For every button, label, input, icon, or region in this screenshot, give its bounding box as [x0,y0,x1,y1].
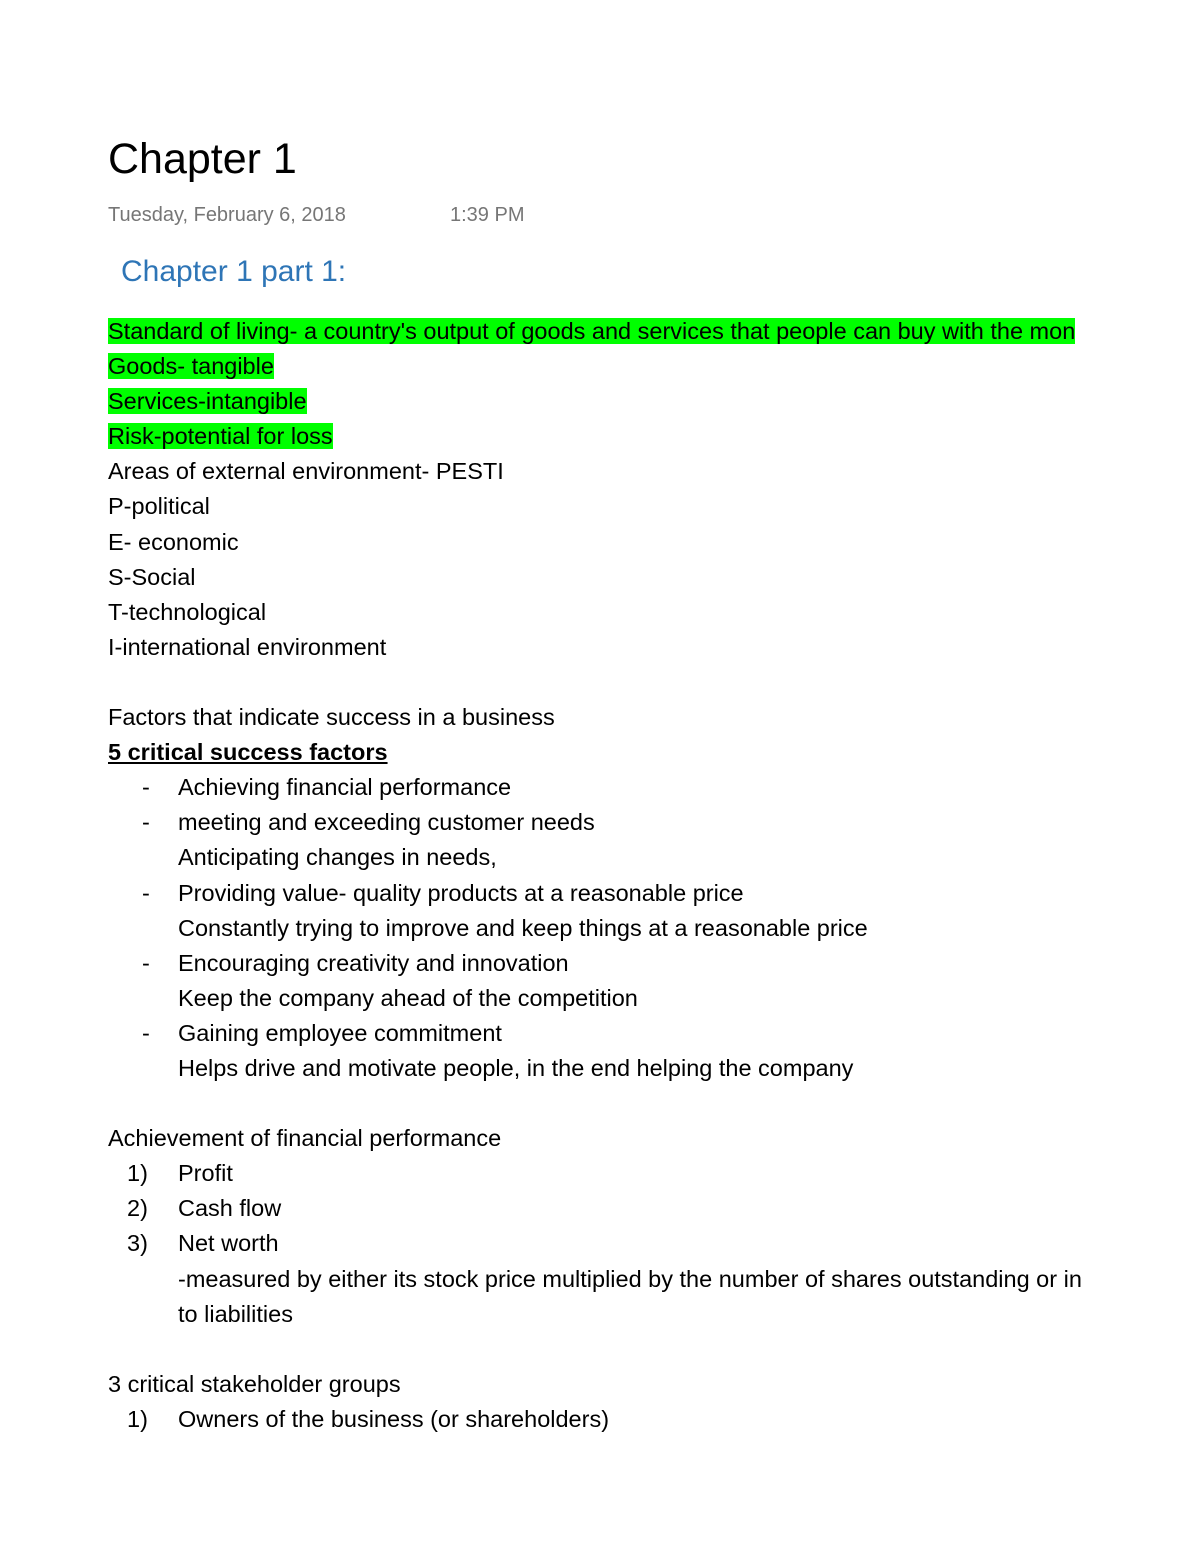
success-factor-text: meeting and exceeding customer needs [178,809,595,836]
success-factor-note: Anticipating changes in needs, [178,844,497,871]
success-factor-text: Gaining employee commitment [178,1019,502,1046]
pesti-item: E- economic [108,528,239,555]
stakeholder-item-text: Owners of the business (or shareholders) [178,1405,610,1432]
dash-marker: - [142,949,150,976]
success-factor-item [108,876,1200,911]
financial-item [108,1156,1200,1191]
page-time: 1:39 PM [450,204,525,226]
success-title: 5 critical success factors [108,739,388,766]
spacer [108,1332,1200,1367]
financial-item [108,1191,1200,1226]
financial-item-note: to liabilities [178,1300,293,1327]
financial-intro: Achievement of financial performance [108,1125,502,1152]
success-factor-item [108,1016,1200,1051]
pesti-item: T-technological [108,598,267,625]
definition-risk: Risk-potential for loss [108,423,333,450]
page-meta [108,202,525,228]
section-heading: Chapter 1 part 1: [121,255,347,288]
success-factor-item [108,805,1200,840]
success-factor-text: Encouraging creativity and innovation [178,949,569,976]
page-date: Tuesday, February 6, 2018 [108,204,346,226]
financial-item-text: Net worth [178,1230,279,1257]
financial-item-text: Profit [178,1160,233,1187]
pesti-intro: Areas of external environment- PESTI [108,458,504,485]
pesti-item: I-international environment [108,633,387,660]
financial-item-text: Cash flow [178,1195,282,1222]
pesti-item: S-Social [108,563,196,590]
success-factor-note: Helps drive and motivate people, in the end helping the company [178,1054,854,1081]
spacer [108,1086,1200,1121]
note-body [108,314,1200,1437]
financial-item [108,1226,1200,1261]
definition-services: Services-intangible [108,388,307,415]
definition-goods: Goods- tangible [108,353,274,380]
success-factor-text: Providing value- quality products at a reasonable price [178,879,744,906]
stakeholder-item [108,1402,1200,1437]
success-factor-note: Keep the company ahead of the competition [178,984,638,1011]
number-marker: 1) [127,1405,148,1432]
pesti-item: P-political [108,493,210,520]
success-factor-note: Constantly trying to improve and keep things at a reasonable price [178,914,868,941]
number-marker: 1) [127,1160,148,1187]
success-factor-item [108,770,1200,805]
definition-standard-of-living: Standard of living- a country's output of goods and services that people can buy with the mon [108,318,1076,344]
dash-marker: - [142,1019,150,1046]
dash-marker: - [142,809,150,836]
success-intro: Factors that indicate success in a business [108,704,555,731]
number-marker: 2) [127,1195,148,1222]
success-factor-text: Achieving financial performance [178,774,512,801]
dash-marker: - [142,879,150,906]
spacer [108,665,1200,700]
stakeholders-intro: 3 critical stakeholder groups [108,1370,401,1397]
page-title: Chapter 1 [108,135,297,183]
dash-marker: - [142,774,150,801]
success-factor-item [108,946,1200,981]
financial-item-note: -measured by either its stock price multiplied by the number of shares outstanding or in [178,1265,1082,1292]
number-marker: 3) [127,1230,148,1257]
